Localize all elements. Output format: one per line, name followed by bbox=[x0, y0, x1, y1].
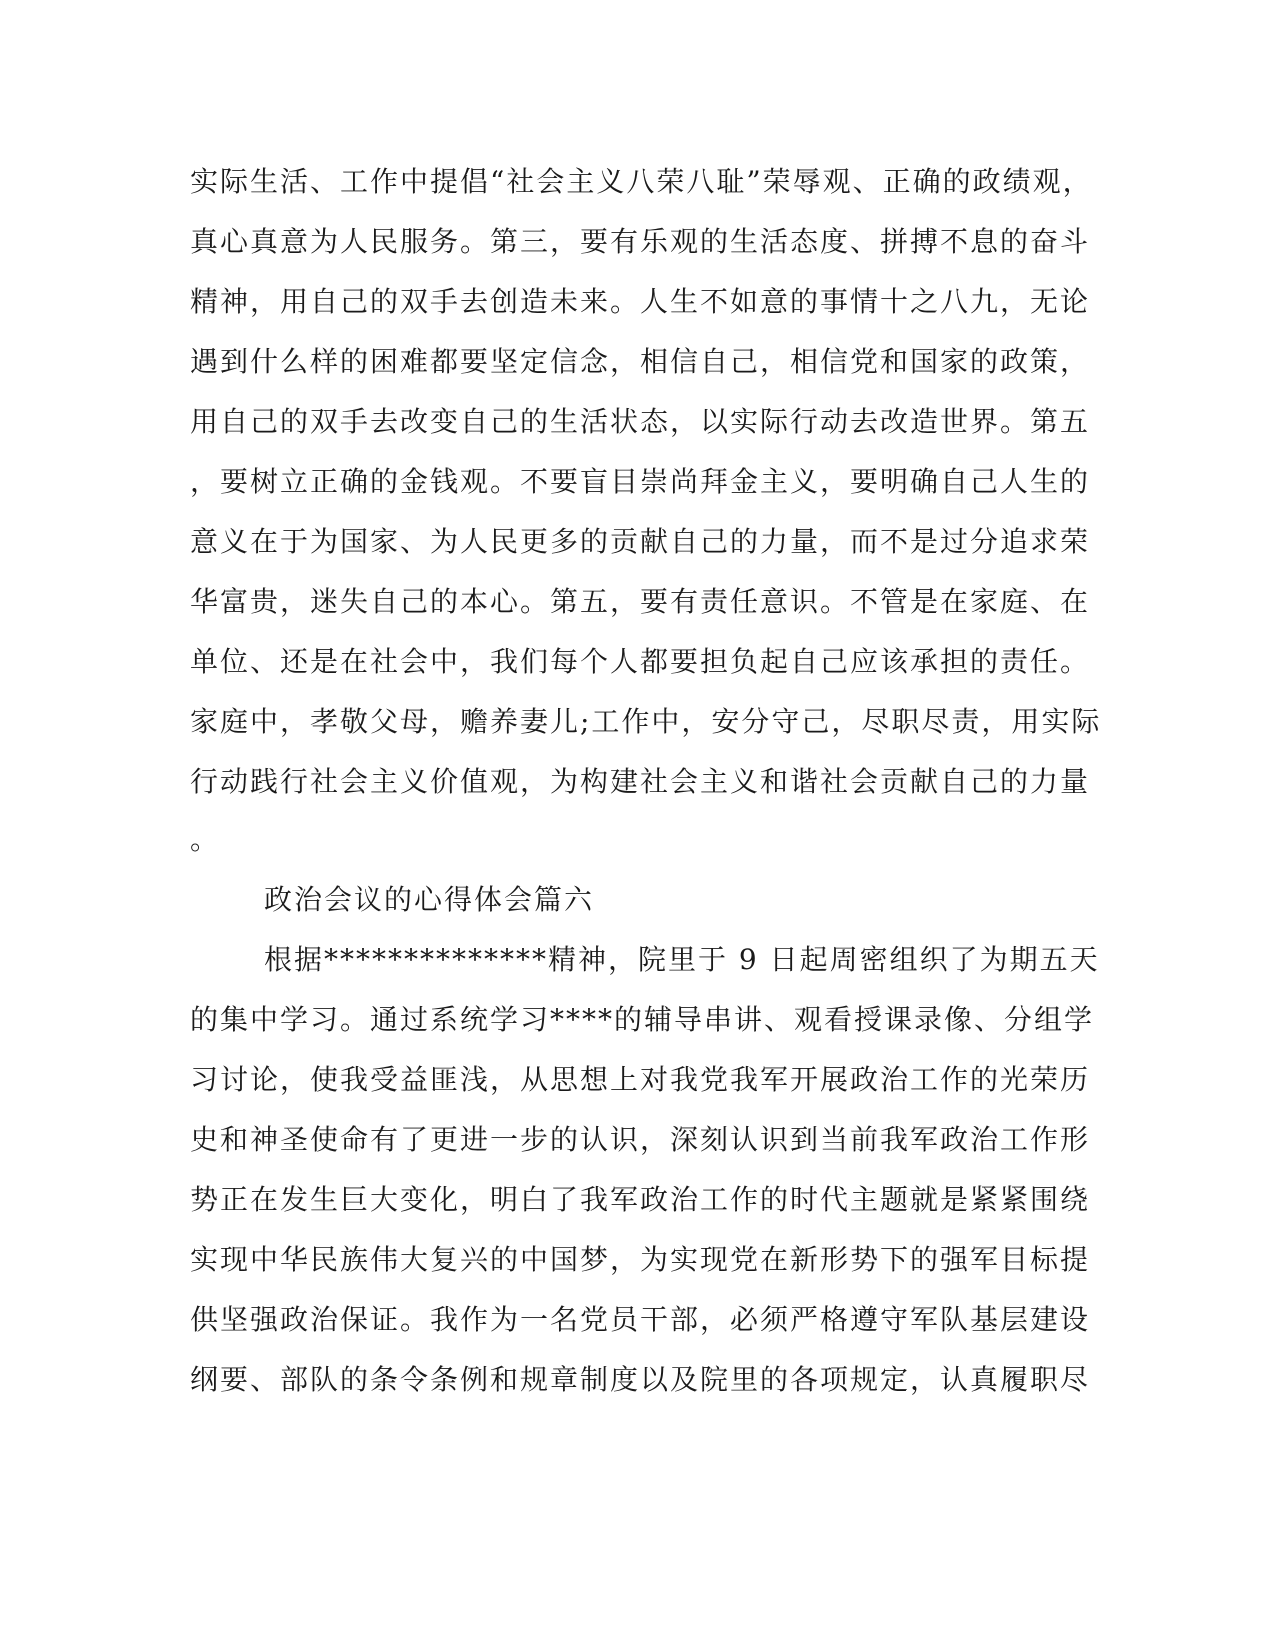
text-line: 意义在于为国家、为人民更多的贡献自己的力量，而不是过分追求荣 bbox=[190, 525, 1091, 558]
text-line: 华富贵，迷失自己的本心。第五，要有责任意识。不管是在家庭、在 bbox=[190, 585, 1091, 618]
text-line: 行动践行社会主义价值观，为构建社会主义和谐社会贡献自己的力量 bbox=[190, 765, 1091, 798]
text-line: 家庭中，孝敬父母，赡养妻儿;工作中，安分守己，尽职尽责，用实际 bbox=[190, 705, 1102, 738]
text-line: 根据**************精神，院里于 9 日起周密组织了为期五天 bbox=[264, 943, 1100, 976]
text-line: 实现中华民族伟大复兴的中国梦，为实现党在新形势下的强军目标提 bbox=[190, 1243, 1091, 1276]
text-line: 实际生活、工作中提倡“社会主义八荣八耻”荣辱观、正确的政绩观， bbox=[190, 165, 1093, 198]
text-line: 精神，用自己的双手去创造未来。人生不如意的事情十之八九，无论 bbox=[190, 285, 1091, 318]
text-line: 的集中学习。通过系统学习****的辅导串讲、观看授课录像、分组学 bbox=[190, 1003, 1095, 1036]
text-line: 遇到什么样的困难都要坚定信念，相信自己，相信党和国家的政策， bbox=[190, 345, 1091, 378]
text-line: ，要树立正确的金钱观。不要盲目崇尚拜金主义，要明确自己人生的 bbox=[190, 465, 1091, 498]
text-line: 史和神圣使命有了更进一步的认识，深刻认识到当前我军政治工作形 bbox=[190, 1123, 1091, 1156]
text-line: 纲要、部队的条令条例和规章制度以及院里的各项规定，认真履职尽 bbox=[190, 1363, 1091, 1396]
text-line: 。 bbox=[190, 823, 221, 856]
text-line: 势正在发生巨大变化，明白了我军政治工作的时代主题就是紧紧围绕 bbox=[190, 1183, 1091, 1216]
text-line: 单位、还是在社会中，我们每个人都要担负起自己应该承担的责任。 bbox=[190, 645, 1091, 678]
section-heading: 政治会议的心得体会篇六 bbox=[264, 883, 595, 916]
text-line: 习讨论，使我受益匪浅，从思想上对我党我军开展政治工作的光荣历 bbox=[190, 1063, 1091, 1096]
text-line: 真心真意为人民服务。第三，要有乐观的生活态度、拼搏不息的奋斗 bbox=[190, 225, 1091, 258]
text-line: 用自己的双手去改变自己的生活状态，以实际行动去改造世界。第五 bbox=[190, 405, 1091, 438]
text-line: 供坚强政治保证。我作为一名党员干部，必须严格遵守军队基层建设 bbox=[190, 1303, 1091, 1336]
